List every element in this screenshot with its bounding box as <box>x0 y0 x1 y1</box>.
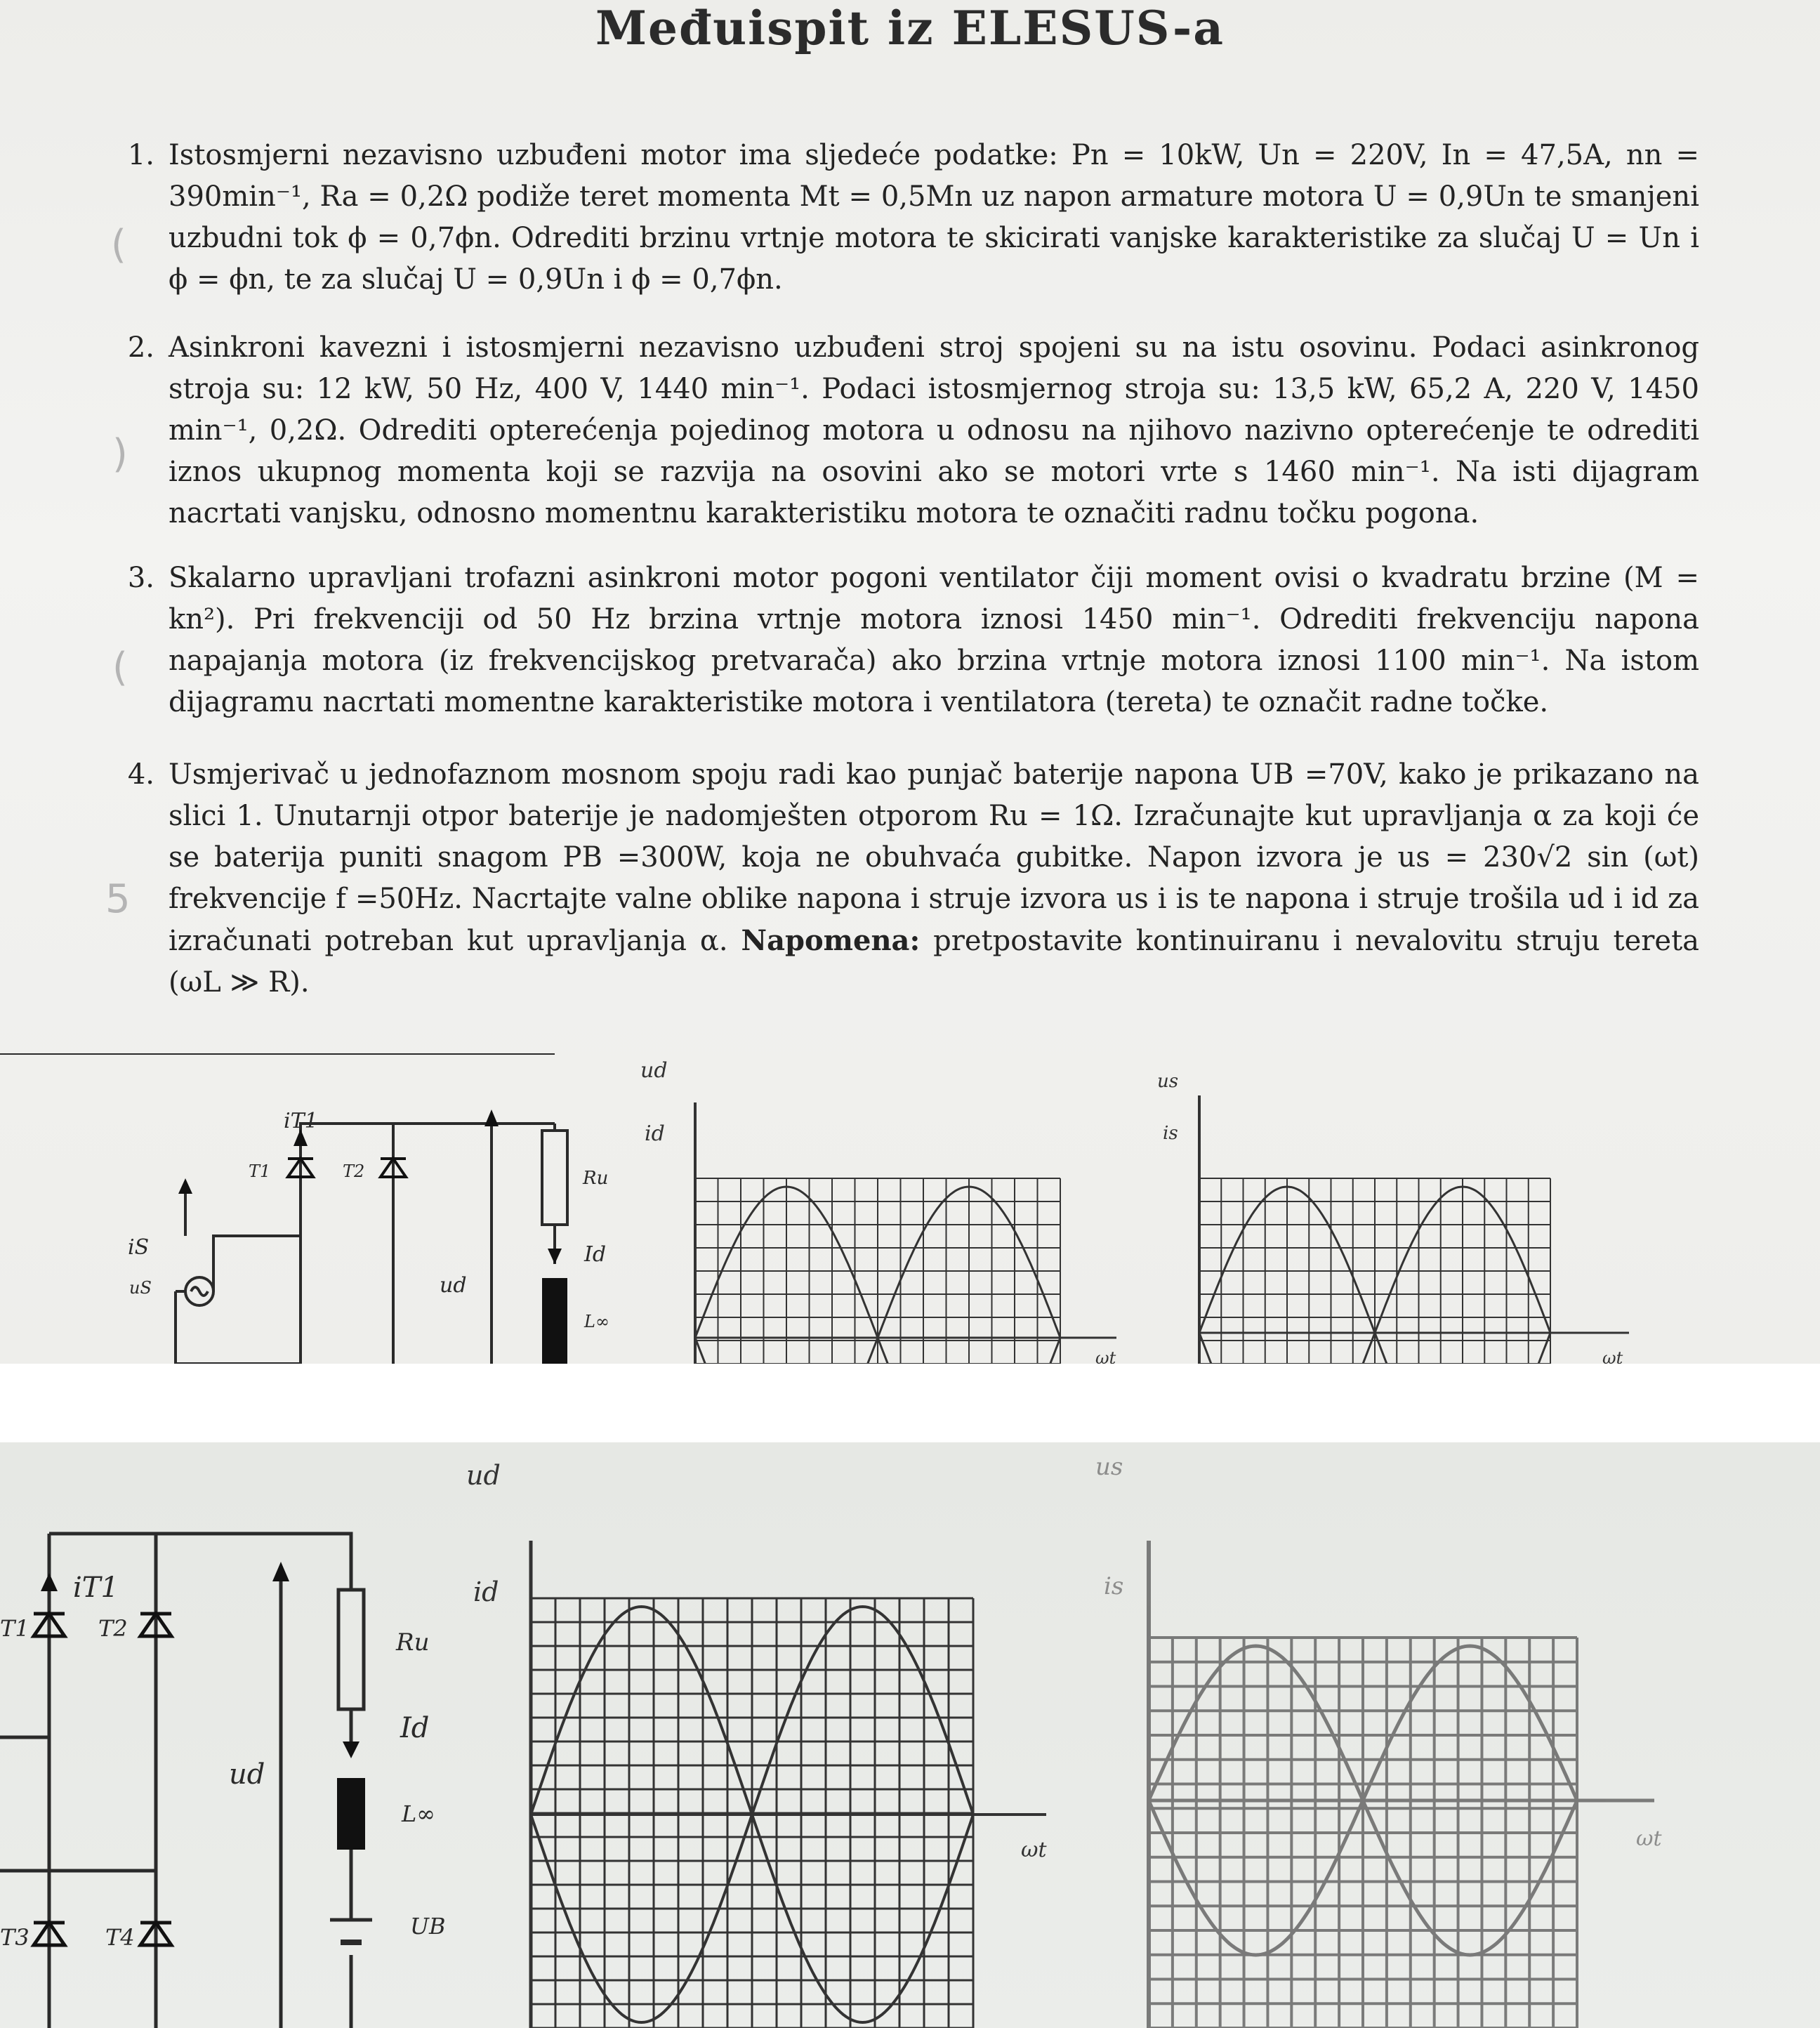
graph-ud-id-zoom <box>531 1541 1046 2028</box>
problem-number: 1. <box>127 139 154 171</box>
id-arrow-head <box>343 1741 360 1758</box>
graph-us-is-top <box>1199 1095 1629 1364</box>
axis-label-wt: ωt <box>1021 1838 1047 1862</box>
margin-mark: ) <box>112 431 128 477</box>
label-is: iS <box>128 1235 150 1260</box>
axis-label-ud: ud <box>640 1058 668 1083</box>
graph-ud-id-top <box>695 1102 1116 1364</box>
it1-arrow-head <box>41 1573 58 1591</box>
page-title: Međuispit iz ELESUS-a <box>595 1 1225 55</box>
figure-1-zoom <box>0 1442 1820 2028</box>
figure-1-top <box>0 1053 1820 1364</box>
wire <box>301 1124 555 1364</box>
resistor-ru <box>338 1590 364 1709</box>
problem-2 <box>105 327 1699 534</box>
label-t2: T2 <box>343 1161 365 1181</box>
margin-mark: ( <box>111 222 126 268</box>
problem-number: 2. <box>127 331 154 364</box>
axis-label-wt: ωt <box>1095 1348 1116 1364</box>
label-ub: UB <box>410 1913 446 1940</box>
margin-mark: ( <box>112 645 128 690</box>
label-t3: T3 <box>0 1924 29 1951</box>
problem-text: Asinkroni kavezni i istosmjerni nezavisno uzbuđeni stroj spojeni su na istu osovinu. Podaci asinkronog stroja su: 12 kW, 50 Hz, 400 V, 1440 min⁻¹. Podaci istosmjernog stroja su: 13,5 kW, 65,2 A, 220 V, 1450 min⁻¹, 0,2Ω. Odrediti opterećenja pojedinog motora u odnosu na njihovo nazivno opterećenje te odrediti iznos ukupnog momenta koji se razvija na osovini ako se motori vrte s 1460 min⁻¹. Na isti dijagram nacrtati vanjsku, odnosno momentnu karakteristiku motora te označiti radnu točku pogona. <box>169 331 1699 529</box>
label-t2: T2 <box>98 1615 128 1642</box>
ud-arrow-head <box>484 1110 499 1126</box>
axis-label-is: is <box>1104 1572 1124 1600</box>
problem-text: Istosmjerni nezavisno uzbuđeni motor ima sljedeće podatke: Pn = 10kW, Un = 220V, In = 47,5A, nn = 390min⁻¹, Ra = 0,2Ω podiže teret momenta Mt = 0,5Mn uz napon armature motora U = 0,9Un te smanjeni uzbudni tok ϕ = 0,7ϕn. Odrediti brzinu vrtnje motora te skicirati vanjske karakteristike za slučaj U = Un i ϕ = ϕn, te za slučaj U = 0,9Un i ϕ = 0,7ϕn. <box>169 139 1699 296</box>
note-label: Napomena: <box>741 924 921 957</box>
wire <box>213 1236 301 1291</box>
problem-number: 4. <box>127 758 154 791</box>
axis-label-us: us <box>1157 1071 1179 1092</box>
margin-mark: 5 <box>105 876 131 922</box>
problem-4 <box>105 754 1699 1003</box>
problem-4-body: Usmjerivač u jednofaznom mosnom spoju radi kao punjač baterije napona UB =70V, kako je prikazano na slici 1. Unutarnji otpor baterije je nadomješten otporom Ru = 1Ω. Izračunajte kut upravljanja α za koji će se baterija puniti snagom PB =300W, koja ne obuhvaća gubitke. Napon izvora je us = 230√2 sin (ωt) frekvencije f =50Hz. Nacrtajte valne oblike napona i struje izvora us i is te napona i struje trošila ud i id za izračunati potreban kut upravljanja α. <box>169 758 1699 957</box>
is-arrow-head <box>178 1178 192 1194</box>
label-id: Id <box>400 1712 430 1744</box>
axis-label-id: id <box>645 1121 665 1146</box>
axis-label-wt: ωt <box>1636 1826 1662 1851</box>
label-us: uS <box>129 1278 152 1298</box>
axis-label-wt: ωt <box>1602 1348 1623 1364</box>
note-text: pretpostavite kontinuiranu i nevalovitu struju tereta (ωL ≫ R). <box>169 925 1700 999</box>
label-it1: iT1 <box>284 1109 318 1133</box>
problem-number: 3. <box>127 562 154 594</box>
label-ru: Ru <box>396 1628 430 1657</box>
problem-text: Skalarno upravljani trofazni asinkroni motor pogoni ventilator čiji moment ovisi o kvadratu brzine (M = kn²). Pri frekvenciji od 50 Hz brzina vrtnje motora iznosi 1450 min⁻¹. Odrediti frekvenciju napona napajanja motora (iz frekvencijskog pretvarača) ako brzina vrtnje motora iznosi 1100 min⁻¹. Na istom dijagramu nacrtati momentne karakteristike motora i ventilatora (tereta) te označit radne točke. <box>169 562 1699 718</box>
label-t4: T4 <box>105 1924 135 1951</box>
inductor-l <box>337 1778 365 1850</box>
label-t1: T1 <box>249 1161 271 1181</box>
label-t1: T1 <box>0 1615 29 1642</box>
label-it1: iT1 <box>73 1572 119 1604</box>
problem-1 <box>105 135 1699 301</box>
bridge-circuit <box>0 1053 567 1364</box>
label-l: L∞ <box>584 1312 609 1331</box>
inductor-l <box>542 1278 567 1364</box>
axis-label-ud: ud <box>466 1460 501 1491</box>
label-ru: Ru <box>583 1168 609 1189</box>
axis-label-us: us <box>1095 1453 1123 1481</box>
label-l: L∞ <box>402 1800 435 1827</box>
ud-arrow-head <box>272 1562 289 1581</box>
ac-source-wave <box>191 1287 208 1296</box>
bridge-circuit-zoom <box>0 1534 372 2028</box>
label-ud: ud <box>440 1273 467 1298</box>
figure-zoom-photo <box>0 1442 1820 2028</box>
id-arrow-head <box>548 1249 562 1264</box>
label-id: Id <box>584 1242 607 1267</box>
problem-text <box>169 754 1699 1003</box>
axis-label-is: is <box>1163 1123 1178 1144</box>
axis-label-id: id <box>473 1576 499 1607</box>
label-ud: ud <box>229 1758 265 1791</box>
resistor-ru <box>542 1131 567 1225</box>
graph-us-is-zoom <box>1149 1541 1654 2028</box>
problem-3 <box>105 558 1699 723</box>
